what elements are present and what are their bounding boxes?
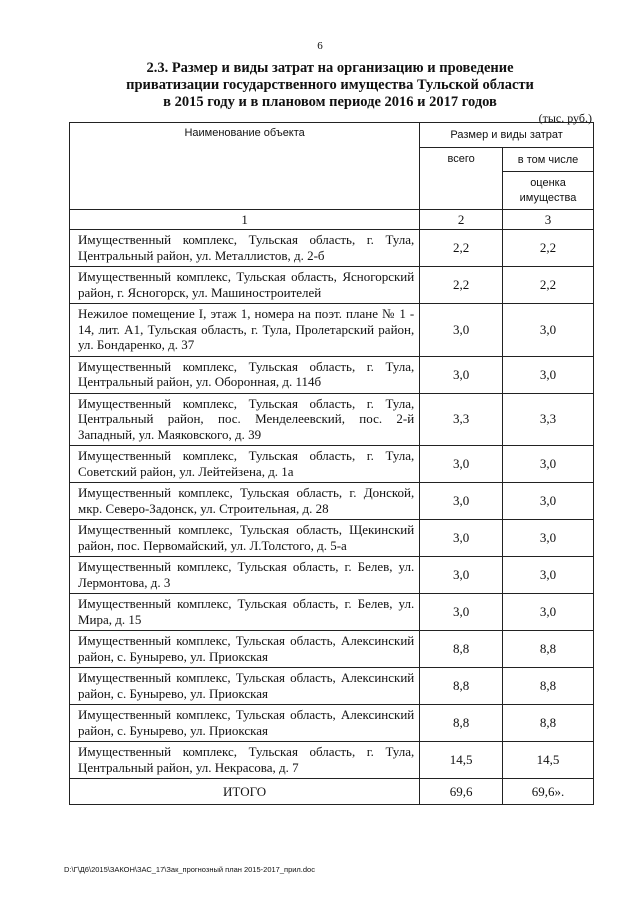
cost-total: 3,0 bbox=[420, 557, 503, 594]
object-name: Имущественный комплекс, Тульская область, г. Тула, Центральный район, ул. Оборонная, д. 114б bbox=[70, 356, 420, 393]
table-row bbox=[70, 668, 594, 705]
table-row bbox=[70, 446, 594, 483]
cost-total: 3,0 bbox=[420, 356, 503, 393]
total-label: ИТОГО bbox=[70, 779, 420, 805]
table-row bbox=[70, 230, 594, 267]
column-number-1: 1 bbox=[70, 210, 420, 230]
object-name: Имущественный комплекс, Тульская область, г. Белев, ул. Мира, д. 15 bbox=[70, 594, 420, 631]
cost-total: 2,2 bbox=[420, 267, 503, 304]
cost-valuation: 3,0 bbox=[503, 483, 594, 520]
footer-file-path: D:\Г\Д6\2015\ЗАКОН\ЗАС_17\Зак_прогнозный план 2015-2017_прил.doc bbox=[64, 865, 315, 874]
table-row bbox=[70, 483, 594, 520]
cost-valuation: 14,5 bbox=[503, 742, 594, 779]
table-row bbox=[70, 267, 594, 304]
cost-total: 8,8 bbox=[420, 668, 503, 705]
cost-total: 3,0 bbox=[420, 304, 503, 357]
cost-valuation: 3,0 bbox=[503, 446, 594, 483]
table-row bbox=[70, 304, 594, 357]
units-label: (тыс. руб.) bbox=[538, 111, 592, 125]
object-name: Имущественный комплекс, Тульская область, г. Тула, Центральный район, ул. Некрасова, д. 7 bbox=[70, 742, 420, 779]
table-row bbox=[70, 594, 594, 631]
table-row bbox=[70, 705, 594, 742]
object-name: Имущественный комплекс, Тульская область, г. Тула, Советский район, ул. Лейтейзена, д. 1а bbox=[70, 446, 420, 483]
total-valuation: 69,6». bbox=[503, 779, 594, 805]
cost-total: 8,8 bbox=[420, 705, 503, 742]
cost-total: 3,0 bbox=[420, 446, 503, 483]
cost-total: 3,0 bbox=[420, 520, 503, 557]
object-name: Имущественный комплекс, Тульская область, Алексинский район, с. Бунырево, ул. Приокская bbox=[70, 668, 420, 705]
object-name: Имущественный комплекс, Тульская область, г. Тула, Центральный район, ул. Металлистов, д. 2-б bbox=[70, 230, 420, 267]
costs-table bbox=[69, 122, 594, 805]
object-name: Нежилое помещение I, этаж 1, номера на поэт. плане № 1 - 14, лит. А1, Тульская область, г. Тула, Пролетарский район, ул. Бондаренко, д. 37 bbox=[70, 304, 420, 357]
total-row bbox=[70, 779, 594, 805]
column-number-3: 3 bbox=[503, 210, 594, 230]
cost-valuation: 8,8 bbox=[503, 668, 594, 705]
table-row bbox=[70, 356, 594, 393]
cost-total: 3,3 bbox=[420, 393, 503, 446]
object-name: Имущественный комплекс, Тульская область, г. Донской, мкр. Северо-Задонск, ул. Строительная, д. 28 bbox=[70, 483, 420, 520]
object-name: Имущественный комплекс, Тульская область, Щекинский район, пос. Первомайский, ул. Л.Толстого, д. 5-а bbox=[70, 520, 420, 557]
object-name: Имущественный комплекс, Тульская область, г. Белев, ул. Лермонтова, д. 3 bbox=[70, 557, 420, 594]
title-line-2: приватизации государственного имущества Тульской области bbox=[126, 77, 534, 93]
table-row bbox=[70, 557, 594, 594]
cost-total: 8,8 bbox=[420, 631, 503, 668]
cost-valuation: 3,0 bbox=[503, 520, 594, 557]
cost-valuation: 8,8 bbox=[503, 705, 594, 742]
cost-total: 3,0 bbox=[420, 594, 503, 631]
section-title bbox=[70, 60, 590, 111]
header-costs: Размер и виды затрат bbox=[420, 123, 594, 148]
title-line-3: в 2015 году и в плановом периоде 2016 и 2017 годов bbox=[163, 94, 497, 110]
table-row bbox=[70, 520, 594, 557]
header-valuation: оценка имущества bbox=[503, 172, 594, 210]
page-number: 6 bbox=[317, 40, 323, 52]
object-name: Имущественный комплекс, Тульская область, Алексинский район, с. Бунырево, ул. Приокская bbox=[70, 631, 420, 668]
cost-valuation: 2,2 bbox=[503, 267, 594, 304]
cost-total: 14,5 bbox=[420, 742, 503, 779]
header-object-name: Наименование объекта bbox=[70, 123, 420, 210]
total-value: 69,6 bbox=[420, 779, 503, 805]
table-row bbox=[70, 631, 594, 668]
title-line-1: 2.3. Размер и виды затрат на организацию и проведение bbox=[146, 60, 514, 76]
cost-valuation: 3,0 bbox=[503, 356, 594, 393]
cost-valuation: 2,2 bbox=[503, 230, 594, 267]
cost-valuation: 3,0 bbox=[503, 557, 594, 594]
table-body bbox=[70, 230, 594, 805]
object-name: Имущественный комплекс, Тульская область, г. Тула, Центральный район, пос. Менделеевский, пос. 2-й Западный, ул. Маяковского, д. 39 bbox=[70, 393, 420, 446]
header-including: в том числе bbox=[503, 148, 594, 172]
object-name: Имущественный комплекс, Тульская область, Ясногорский район, г. Ясногорск, ул. Машиностроителей bbox=[70, 267, 420, 304]
cost-valuation: 3,3 bbox=[503, 393, 594, 446]
table-row bbox=[70, 393, 594, 446]
cost-total: 2,2 bbox=[420, 230, 503, 267]
column-number-2: 2 bbox=[420, 210, 503, 230]
cost-total: 3,0 bbox=[420, 483, 503, 520]
header-total: всего bbox=[420, 148, 503, 210]
cost-valuation: 3,0 bbox=[503, 594, 594, 631]
object-name: Имущественный комплекс, Тульская область, Алексинский район, с. Бунырево, ул. Приокская bbox=[70, 705, 420, 742]
cost-valuation: 8,8 bbox=[503, 631, 594, 668]
cost-valuation: 3,0 bbox=[503, 304, 594, 357]
table-row bbox=[70, 742, 594, 779]
